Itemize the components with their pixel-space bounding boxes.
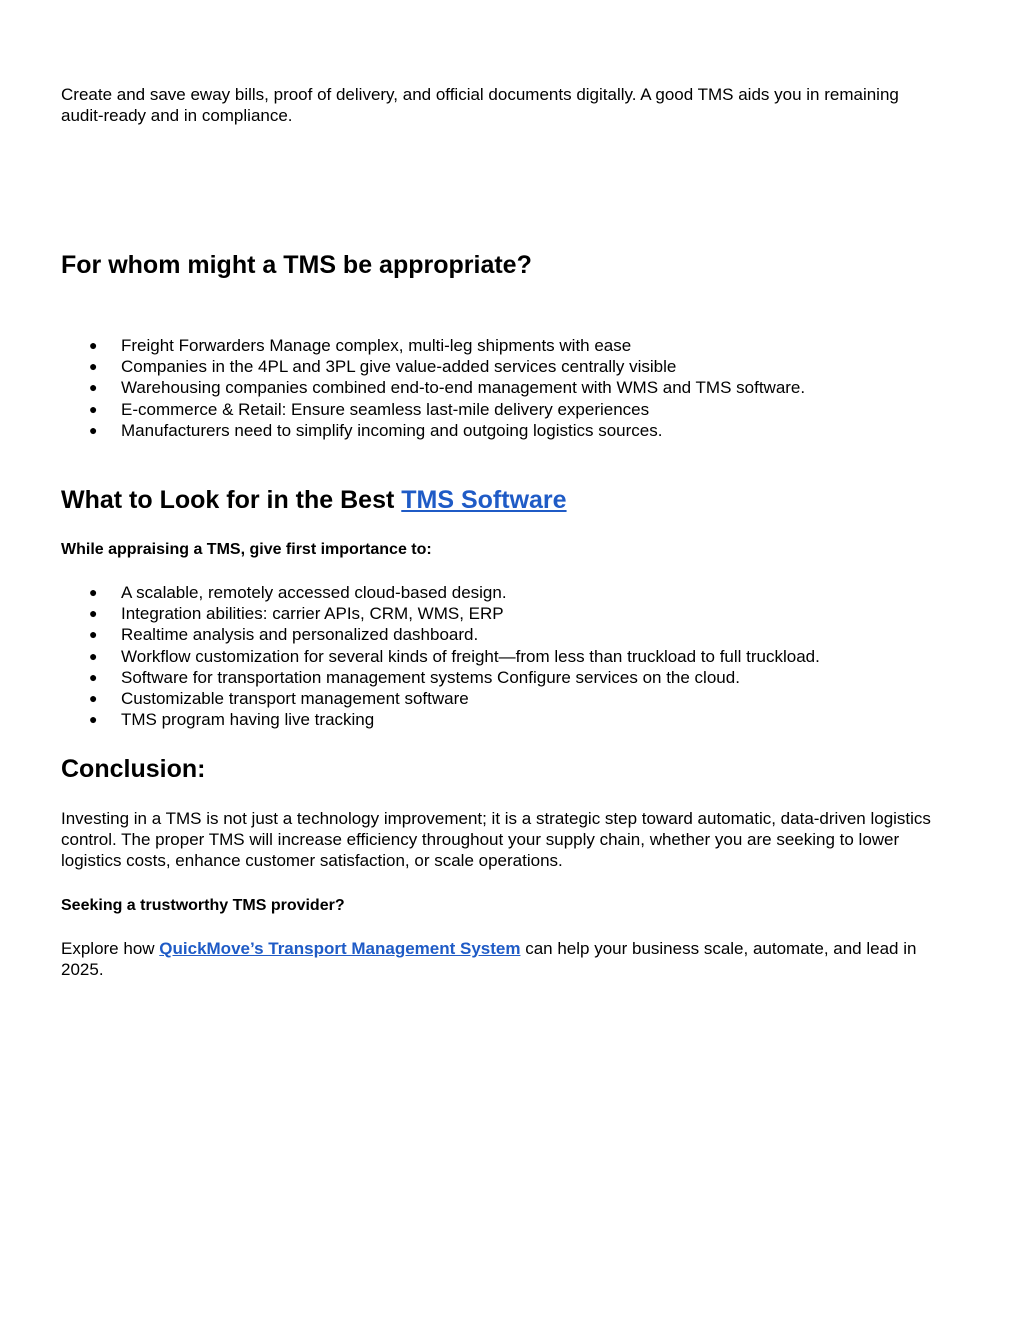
list-item: ● E-commerce & Retail: Ensure seamless last-mile delivery experiences: [89, 399, 650, 419]
list-item: ● Integration abilities: carrier APIs, CRM, WMS, ERP: [89, 604, 504, 624]
conclusion-paragraph: Investing in a TMS is not just a technology improvement; it is a strategic step toward automatic, data-driven logistics control. The proper TMS will increase efficiency throughout your supply chain, whether you are seeking to lower logistics costs, enhance customer satisfaction, or scale operations.: [61, 809, 931, 870]
whom-list: [61, 335, 951, 441]
bullet-icon: ●: [89, 421, 98, 438]
list-item: ● A scalable, remotely accessed cloud-based design.: [89, 583, 507, 602]
appraising-subheading: While appraising a TMS, give first importance to:: [61, 541, 432, 558]
list-item: ● TMS program having live tracking: [89, 710, 375, 730]
list-item: ● Warehousing companies combined end-to-end management with WMS and TMS software.: [89, 378, 806, 398]
quickmove-tms-link[interactable]: QuickMove’s Transport Management System: [159, 939, 521, 958]
bullet-icon: ●: [89, 668, 98, 685]
bullet-icon: ●: [89, 690, 98, 707]
list-item: ● Manufacturers need to simplify incoming and outgoing logistics sources.: [89, 420, 663, 440]
list-item: ● Software for transportation management systems Configure services on the cloud.: [89, 667, 740, 687]
bullet-icon: ●: [89, 584, 98, 600]
section-heading-best: [61, 485, 951, 515]
list-item: ● Realtime analysis and personalized dashboard.: [89, 625, 479, 645]
cta-heading: Seeking a trustworthy TMS provider?: [61, 897, 345, 914]
conclusion-heading: Conclusion:: [61, 755, 206, 783]
cta-paragraph: [61, 938, 941, 980]
section-heading-whom: For whom might a TMS be appropriate?: [61, 251, 532, 279]
list-item: ● Companies in the 4PL and 3PL give value-added services centrally visible: [89, 357, 677, 377]
bullet-icon: ●: [89, 711, 98, 728]
cta-suffix: can help your business scale, automate, and lead in 2025.: [61, 939, 917, 979]
tms-software-link[interactable]: TMS Software: [401, 486, 567, 514]
bullet-icon: ●: [89, 400, 98, 417]
bullet-icon: ●: [89, 647, 98, 664]
intro-paragraph: Create and save eway bills, proof of delivery, and official documents digitally. A good TMS aids you in remaining audit-ready and in compliance.: [61, 85, 899, 125]
list-item: ● Customizable transport management software: [89, 689, 469, 709]
bullet-icon: ●: [89, 379, 98, 396]
heading-prefix: What to Look for in the Best: [61, 486, 402, 514]
bullet-icon: ●: [89, 626, 98, 643]
bullet-icon: ●: [89, 337, 98, 353]
best-list: [61, 582, 951, 730]
list-item: ● Freight Forwarders Manage complex, multi-leg shipments with ease: [89, 336, 632, 355]
list-item: ● Workflow customization for several kinds of freight—from less than truckload to full truckload.: [89, 646, 820, 666]
cta-prefix: Explore how: [61, 939, 160, 958]
bullet-icon: ●: [89, 605, 98, 622]
bullet-icon: ●: [89, 358, 98, 375]
